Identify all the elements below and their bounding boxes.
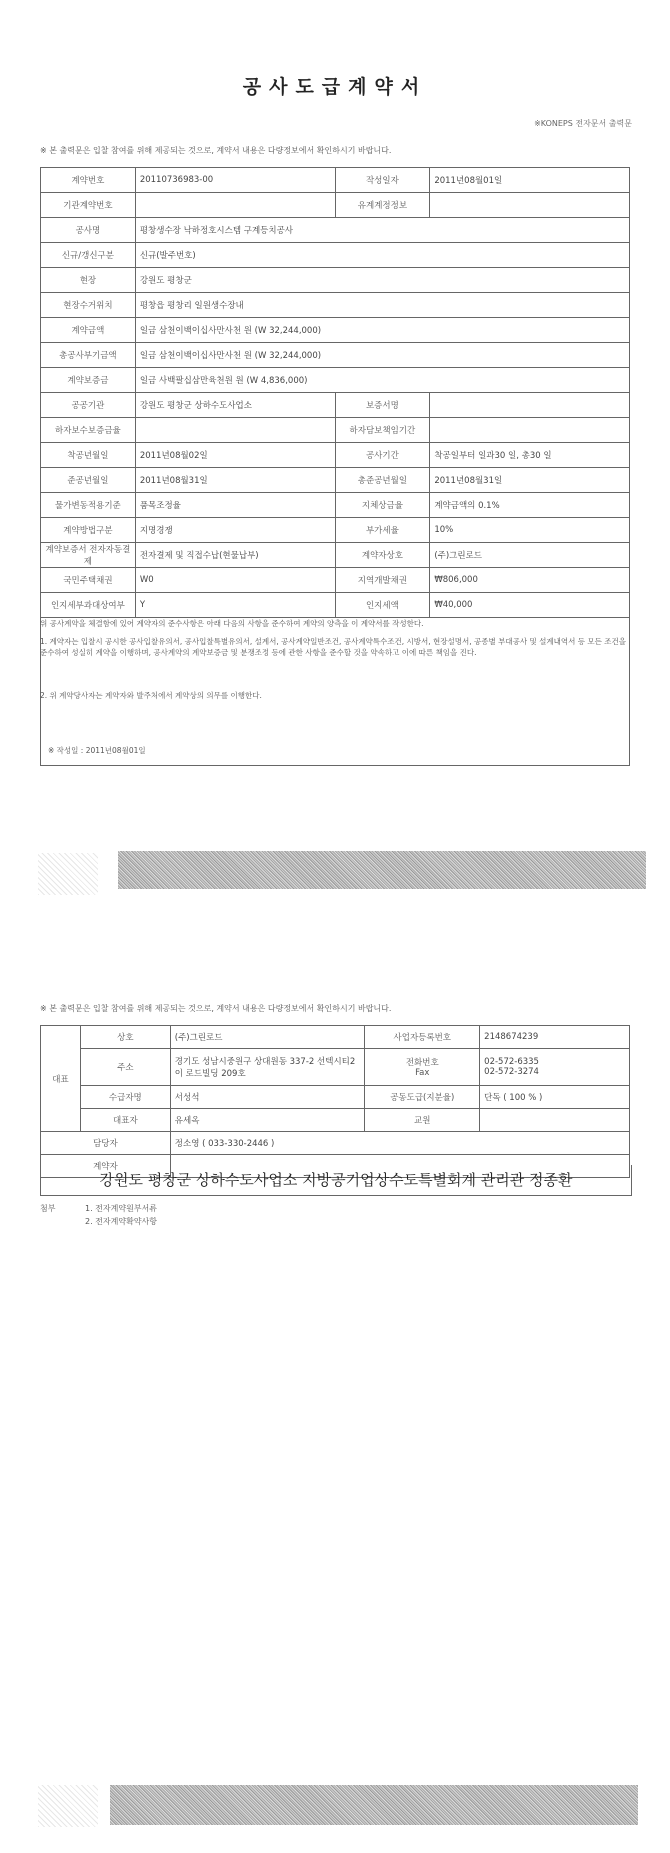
contract-row	[41, 318, 630, 343]
field-label: 보증서명	[335, 393, 430, 418]
contract-row	[41, 193, 630, 218]
field-label: 인지세부과대상여부	[41, 593, 136, 618]
contract-frame	[40, 615, 630, 766]
phone-fax-value	[480, 1049, 630, 1086]
field-label: 현장수거위치	[41, 293, 136, 318]
contract-row	[41, 368, 630, 393]
extra-label: 교원	[365, 1109, 480, 1132]
representative-label: 대표자	[80, 1109, 170, 1132]
joint-ratio-label: 공동도급(지분율)	[365, 1086, 480, 1109]
phone-fax-label	[365, 1049, 480, 1086]
contract-row	[41, 393, 630, 418]
contractor-name-label: 수급자명	[80, 1086, 170, 1109]
notice-line: ※ 본 출력문은 입찰 참여를 위해 제공되는 것으로, 계약서 내용은 다량정보에서 확인하시기 바랍니다.	[40, 146, 392, 155]
field-label: 하자보수보증금율	[41, 418, 136, 443]
field-value	[135, 418, 335, 443]
field-label: 계약금액	[41, 318, 136, 343]
field-value: W0	[135, 568, 335, 593]
fax-label: Fax	[415, 1068, 430, 1078]
field-value: 착공일부터 일과30 일, 총30 일	[430, 443, 630, 468]
field-value: (주)그린로드	[430, 543, 630, 568]
field-value	[430, 393, 630, 418]
field-value: 전자결제 및 직접수납(현물납부)	[135, 543, 335, 568]
contract-table	[40, 167, 630, 618]
field-value: Y	[135, 593, 335, 618]
company-name-label: 상호	[80, 1026, 170, 1049]
field-label: 준공년월일	[41, 468, 136, 493]
attachment-1: 1. 전자계약원부서류	[85, 1204, 157, 1213]
field-label: 착공년월일	[41, 443, 136, 468]
field-label: 유계계정정보	[335, 193, 430, 218]
field-value: ₩40,000	[430, 593, 630, 618]
field-label: 지체상금율	[335, 493, 430, 518]
field-value: 2011년08월31일	[135, 468, 335, 493]
contract-row	[41, 418, 630, 443]
phone-value: 02-572-6335	[484, 1057, 539, 1067]
manager-label: 담당자	[41, 1132, 171, 1155]
field-value: 10%	[430, 518, 630, 543]
signature-stamp	[38, 1785, 98, 1827]
phone-label: 전화번호	[405, 1058, 439, 1068]
contract-row	[41, 593, 630, 618]
field-label: 물가변동적용기준	[41, 493, 136, 518]
field-label: 계약보증금	[41, 368, 136, 393]
joint-ratio-value: 단독 ( 100 % )	[480, 1086, 630, 1109]
address-label: 주소	[80, 1049, 170, 1086]
field-value: 2011년08월31일	[430, 468, 630, 493]
contract-row	[41, 168, 630, 193]
field-value: 일금 삼천이백이십사만사천 원 (W 32,244,000)	[135, 318, 629, 343]
field-value: 품목조정율	[135, 493, 335, 518]
field-label: 신규/갱신구분	[41, 243, 136, 268]
field-label: 계약방법구분	[41, 518, 136, 543]
field-value: 지명경쟁	[135, 518, 335, 543]
signature-stamp	[118, 851, 646, 889]
field-label: 지역개발채권	[335, 568, 430, 593]
signature-stamp	[110, 1785, 638, 1825]
company-name-value: (주)그린로드	[170, 1026, 365, 1049]
source-note: ※KONEPS 전자문서 출력문	[534, 119, 632, 128]
field-value: 2011년08월01일	[430, 168, 630, 193]
manager-value: 정소영 ( 033-330-2446 )	[170, 1132, 629, 1155]
field-value: 신규(발주번호)	[135, 243, 629, 268]
field-label: 기관계약번호	[41, 193, 136, 218]
party-section-label: 대표	[41, 1026, 81, 1132]
attachment-label: 첨부	[40, 1204, 56, 1213]
field-label: 공공기관	[41, 393, 136, 418]
field-label: 작성일자	[335, 168, 430, 193]
fax-value: 02-572-3274	[484, 1067, 539, 1077]
field-value: ₩806,000	[430, 568, 630, 593]
contract-row	[41, 243, 630, 268]
contractor-name-value: 서성석	[170, 1086, 365, 1109]
document-title: 공사도급계약서	[242, 76, 428, 98]
field-label: 공사명	[41, 218, 136, 243]
field-value: 20110736983-00	[135, 168, 335, 193]
contract-row	[41, 443, 630, 468]
attachment-2: 2. 전자계약확약사항	[85, 1217, 157, 1226]
contract-row	[41, 468, 630, 493]
field-label: 총공사부기금액	[41, 343, 136, 368]
party-table	[40, 1025, 630, 1178]
contract-row	[41, 218, 630, 243]
field-label: 하자담보책임기간	[335, 418, 430, 443]
representative-value: 유세옥	[170, 1109, 365, 1132]
field-value: 계약금액의 0.1%	[430, 493, 630, 518]
agency-line: 강원도 평창군 상하수도사업소 지방공기업상수도특별회계 관리관 정종환	[40, 1165, 632, 1196]
contractor-label: 계약자	[41, 1155, 171, 1178]
contract-row	[41, 568, 630, 593]
clause-heading: 위 공사계약을 체결함에 있어 계약자의 준수사항은 아래 다음의 사항을 준수하여 계약의 양측을 이 계약서를 작성한다.	[40, 619, 424, 628]
contract-row	[41, 293, 630, 318]
field-label: 계약자상호	[335, 543, 430, 568]
field-label: 부가세율	[335, 518, 430, 543]
field-value: 평창생수장 낙하정호시스템 구계등치공사	[135, 218, 629, 243]
field-label: 계약보증서 전자자동결제	[41, 543, 136, 568]
extra-value	[480, 1109, 630, 1132]
field-value	[135, 193, 335, 218]
business-number-value: 2148674239	[480, 1026, 630, 1049]
notice-line-2: ※ 본 출력문은 입찰 참여를 위해 제공되는 것으로, 계약서 내용은 다량정보에서 확인하시기 바랍니다.	[40, 1004, 392, 1013]
field-label: 공사기간	[335, 443, 430, 468]
clause-2: 2. 위 계약당사자는 계약자와 발주처에서 계약상의 의무를 이행한다.	[40, 691, 262, 700]
contract-row	[41, 493, 630, 518]
address-value: 경기도 성남시중원구 상대원동 337-2 선텍시티2 이 로드빌딩 209호	[170, 1049, 365, 1086]
field-label: 계약번호	[41, 168, 136, 193]
field-label: 현장	[41, 268, 136, 293]
field-value: 강원도 평창군 상하수도사업소	[135, 393, 335, 418]
field-value: 강원도 평창군	[135, 268, 629, 293]
field-value	[430, 193, 630, 218]
contract-row	[41, 268, 630, 293]
business-number-label: 사업자등록번호	[365, 1026, 480, 1049]
contract-date: ※ 작성일 : 2011년08월01일	[48, 746, 146, 755]
field-label: 인지세액	[335, 593, 430, 618]
contract-row	[41, 343, 630, 368]
contract-row	[41, 543, 630, 568]
field-value	[430, 418, 630, 443]
field-label: 총준공년월일	[335, 468, 430, 493]
clause-1: 1. 계약자는 입찰시 공시한 공사입찰유의서, 공사입찰특별유의서, 설계서, 공사계약일반조건, 공사계약특수조건, 시방서, 현장설명서, 공종별 부대공사 및 설계내역서 등 모든 조건을 준수하여 성실히 계약을 이행하며, 공사계약의 계약보증금 및 분쟁조정 등에 관한 사항을 준수할 것을 약속하고 이에 따른 책임을 진다.	[40, 637, 627, 657]
contract-row	[41, 518, 630, 543]
field-value: 일금 삼천이백이십사만사천 원 (W 32,244,000)	[135, 343, 629, 368]
field-value: 일금 사백팔십삼만육천원 원 (W 4,836,000)	[135, 368, 629, 393]
field-value: 2011년08월02일	[135, 443, 335, 468]
signature-stamp	[38, 853, 98, 895]
field-label: 국민주택채권	[41, 568, 136, 593]
field-value: 평창읍 평창리 일원생수장내	[135, 293, 629, 318]
